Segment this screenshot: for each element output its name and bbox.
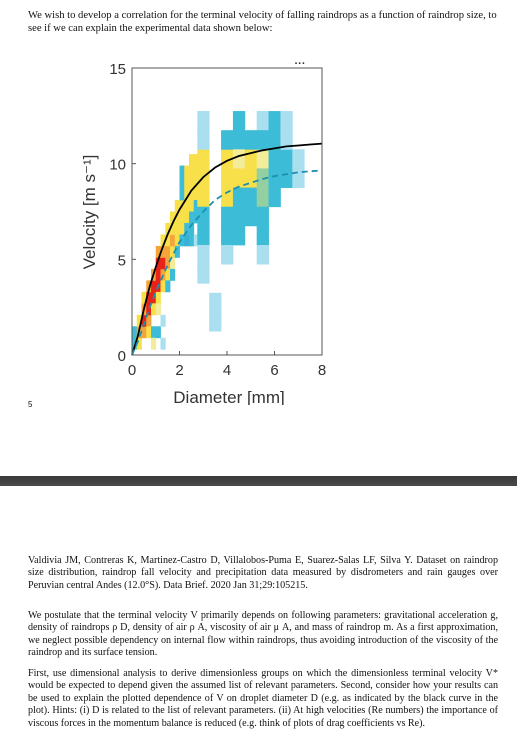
heatmap-cell [151, 338, 156, 350]
heatmap-cell [292, 149, 304, 169]
heatmap-cell [197, 130, 209, 150]
y-tick-label: 5 [117, 252, 126, 270]
heatmap-cell [269, 149, 281, 169]
heatmap-cell [245, 188, 257, 208]
heatmap-cell [184, 166, 189, 178]
heatmap-cell [184, 212, 189, 224]
heatmap-cell [233, 226, 245, 246]
heatmap-cell [280, 149, 292, 169]
heatmap-cell [175, 223, 180, 235]
heatmap-cell [221, 130, 233, 150]
heatmap-cell [197, 188, 209, 208]
heatmap-cell [257, 226, 269, 246]
heatmap-cell [257, 245, 269, 265]
velocity-diameter-plot [70, 55, 340, 405]
heatmap-cell [189, 212, 194, 224]
y-tick-label: 0 [117, 348, 126, 365]
heatmap-cell [170, 234, 175, 246]
approach-paragraph: First, use dimensional analysis to derive dimensionless groups on which the dimensionless terminal velocity V* would be expected to depend given the assumed list of relevant parameters. Second, consider how your results can be used to explain the plotted dependence of V on droplet diameter D (e.g. as indicated by the black curve in the plot). Hints: (i) D is related to the list of relevant parameters. (ii) At high velocities (Re numbers) the importance of viscous forces in the momentum balance is reduced (e.g. think of plots of drag coefficients vs Re). [28, 668, 498, 729]
heatmap-cell [257, 130, 269, 150]
heatmap-cell [197, 111, 209, 131]
heatmap-cell [221, 188, 233, 208]
citation-paragraph: Valdivia JM, Contreras K, Martinez-Castro D, Villalobos-Puma E, Suarez-Salas LF, Silva Y. Dataset on raindrop size distribution, raindrop fall velocity and precipitation data measured by disdrometers and rain gauges over Peruvian central Andes (12.0°S). Data Brief. 2020 Jan 31;29:105215. [28, 555, 498, 591]
heatmap-cell [269, 188, 281, 208]
heatmap-cell [197, 245, 209, 265]
page-number: 5 [28, 400, 33, 409]
heatmap-cell [189, 154, 194, 166]
heatmap-cell [156, 303, 161, 315]
heatmap-cell [257, 207, 269, 227]
heatmap-cell [161, 257, 166, 269]
heatmap-cell [233, 149, 245, 169]
heatmap-cell [175, 246, 180, 258]
y-axis-label: Velocity [m s⁻¹] [80, 154, 99, 270]
heatmap-cell [233, 207, 245, 227]
heatmap-cell [269, 168, 281, 188]
heatmap-cell [233, 111, 245, 131]
x-tick-label: 6 [270, 362, 279, 379]
heatmap-cell [233, 130, 245, 150]
intro-paragraph: We wish to develop a correlation for the terminal velocity of falling raindrops as a function of raindrop size, to see if we can explain the experimental data shown below: [28, 10, 497, 34]
heatmap-cell [161, 338, 166, 350]
heatmap-cell [170, 269, 175, 281]
heatmap-cell [257, 111, 269, 131]
heatmap-cell [184, 234, 189, 246]
heatmap-cell [257, 188, 269, 208]
heatmap-cell [221, 245, 233, 265]
heatmap-cell [245, 130, 257, 150]
x-tick-label: 8 [317, 362, 327, 379]
heatmap-cell [245, 207, 257, 227]
heatmap-cell [280, 111, 292, 131]
heatmap-cell [180, 166, 185, 178]
heatmap-cell [180, 212, 185, 224]
heatmap-cell [280, 168, 292, 188]
heatmap-cell [197, 149, 209, 169]
heatmap-cell [197, 264, 209, 284]
heatmap-cell [180, 189, 185, 201]
heatmap-cell [156, 326, 161, 338]
heatmap-cell [161, 315, 166, 327]
heatmap-cell [184, 177, 189, 189]
heatmap-cell [156, 269, 161, 281]
heatmap-cell [189, 166, 194, 178]
heatmap-cell [151, 326, 156, 338]
heatmap-cell [189, 234, 194, 246]
heatmap-cell [142, 326, 147, 338]
heatmap-cell [197, 226, 209, 246]
y-tick-label: 10 [109, 156, 126, 174]
heatmap-cell [151, 303, 156, 315]
y-tick-label: 15 [109, 61, 126, 78]
heatmap-cell [221, 207, 233, 227]
heatmap-cell [257, 149, 269, 169]
heatmap-cell [146, 326, 151, 338]
x-axis-label: Diameter [mm] [173, 388, 285, 405]
postulate-paragraph: We postulate that the terminal velocity V primarily depends on following parameters: gravitational acceleration g, density of raindrops ρ D, density of air ρ A, viscosity of air μ A, and mass of raindrop m. As a first approximation, we neglect possible dependency on internal flow within raindrops, thus avoiding introduction of the viscosity of the raindrop and its surface tension. [28, 610, 498, 659]
heatmap-cell [221, 226, 233, 246]
x-tick-label: 4 [222, 362, 232, 379]
heatmap-cell [161, 280, 166, 292]
heatmap-cell [189, 200, 194, 212]
heatmap-cell [165, 280, 170, 292]
heatmap-cell [180, 177, 185, 189]
heatmap-cell [209, 293, 221, 313]
heatmap-cell [165, 246, 170, 258]
heatmap-cell [233, 188, 245, 208]
heatmap-cell [132, 326, 137, 338]
clipped-label-fragment: ··· [294, 58, 306, 70]
heatmap-cell [269, 111, 281, 131]
heatmap-cell [180, 223, 185, 235]
heatmap-cell [221, 168, 233, 188]
heatmap-cell [209, 312, 221, 332]
x-tick-label: 0 [127, 362, 137, 379]
x-tick-label: 2 [175, 362, 184, 379]
page-separator [0, 476, 517, 486]
heatmap-cell [156, 292, 161, 304]
